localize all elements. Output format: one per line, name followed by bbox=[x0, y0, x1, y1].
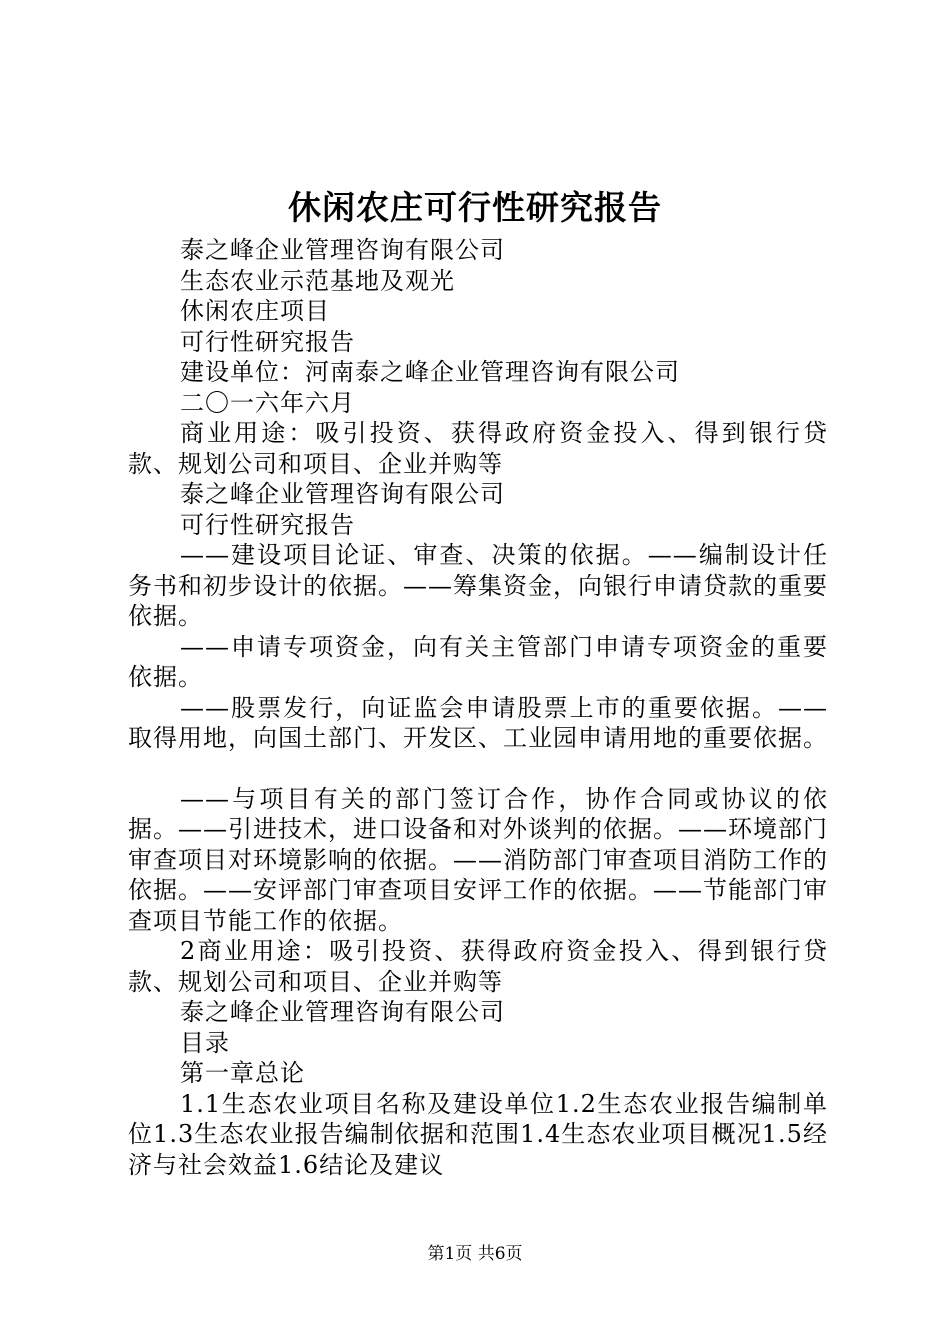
paragraph-company: 泰之峰企业管理咨询有限公司 bbox=[180, 236, 505, 264]
paragraph-basis-3: ——股票发行，向证监会申请股票上市的重要依据。——取得用地，向国土部门、开发区、工业园申请用地的重要依据。 bbox=[128, 693, 828, 752]
paragraph-project-line-2: 休闲农庄项目 bbox=[180, 297, 330, 325]
paragraph-date: 二〇一六年六月 bbox=[180, 388, 355, 417]
paragraph-report-type: 可行性研究报告 bbox=[180, 327, 355, 356]
page-footer: 第1页 共6页 bbox=[427, 1244, 523, 1264]
paragraph-basis-4: ——与项目有关的部门签订合作，协作合同或协议的依据。——引进技术，进口设备和对外谈判的依据。——环境部门审查项目对环境影响的依据。——消防部门审查项目消防工作的依据。——安评部门审查项目安评工作的依据。——节能部门审查项目节能工作的依据。 bbox=[128, 784, 828, 935]
paragraph-chapter-1: 第一章总论 bbox=[180, 1059, 305, 1087]
paragraph-basis-2: ——申请专项资金，向有关主管部门申请专项资金的重要依据。 bbox=[128, 632, 828, 691]
paragraph-builder: 建设单位：河南泰之峰企业管理咨询有限公司 bbox=[180, 358, 680, 386]
paragraph-company-3: 泰之峰企业管理咨询有限公司 bbox=[180, 998, 505, 1026]
paragraph-report-type-2: 可行性研究报告 bbox=[180, 510, 355, 539]
document-title: 休闲农庄可行性研究报告 bbox=[288, 188, 662, 227]
paragraph-company-2: 泰之峰企业管理咨询有限公司 bbox=[180, 480, 505, 508]
paragraph-toc-heading: 目录 bbox=[180, 1028, 230, 1057]
paragraph-basis-1: ——建设项目论证、审查、决策的依据。——编制设计任务书和初步设计的依据。——筹集资金，向银行申请贷款的重要依据。 bbox=[128, 541, 828, 630]
paragraph-usage: 商业用途：吸引投资、获得政府资金投入、得到银行贷款、规划公司和项目、企业并购等 bbox=[128, 419, 828, 478]
document-body bbox=[128, 235, 828, 1180]
paragraph-usage-2: 2商业用途：吸引投资、获得政府资金投入、得到银行贷款、规划公司和项目、企业并购等 bbox=[128, 937, 828, 996]
paragraph-chapter-1-sections: 1.1生态农业项目名称及建设单位1.2生态农业报告编制单位1.3生态农业报告编制依据和范围1.4生态农业项目概况1.5经济与社会效益1.6结论及建议 bbox=[128, 1089, 828, 1179]
paragraph-gap bbox=[128, 754, 828, 784]
paragraph-project-line-1: 生态农业示范基地及观光 bbox=[180, 266, 455, 295]
